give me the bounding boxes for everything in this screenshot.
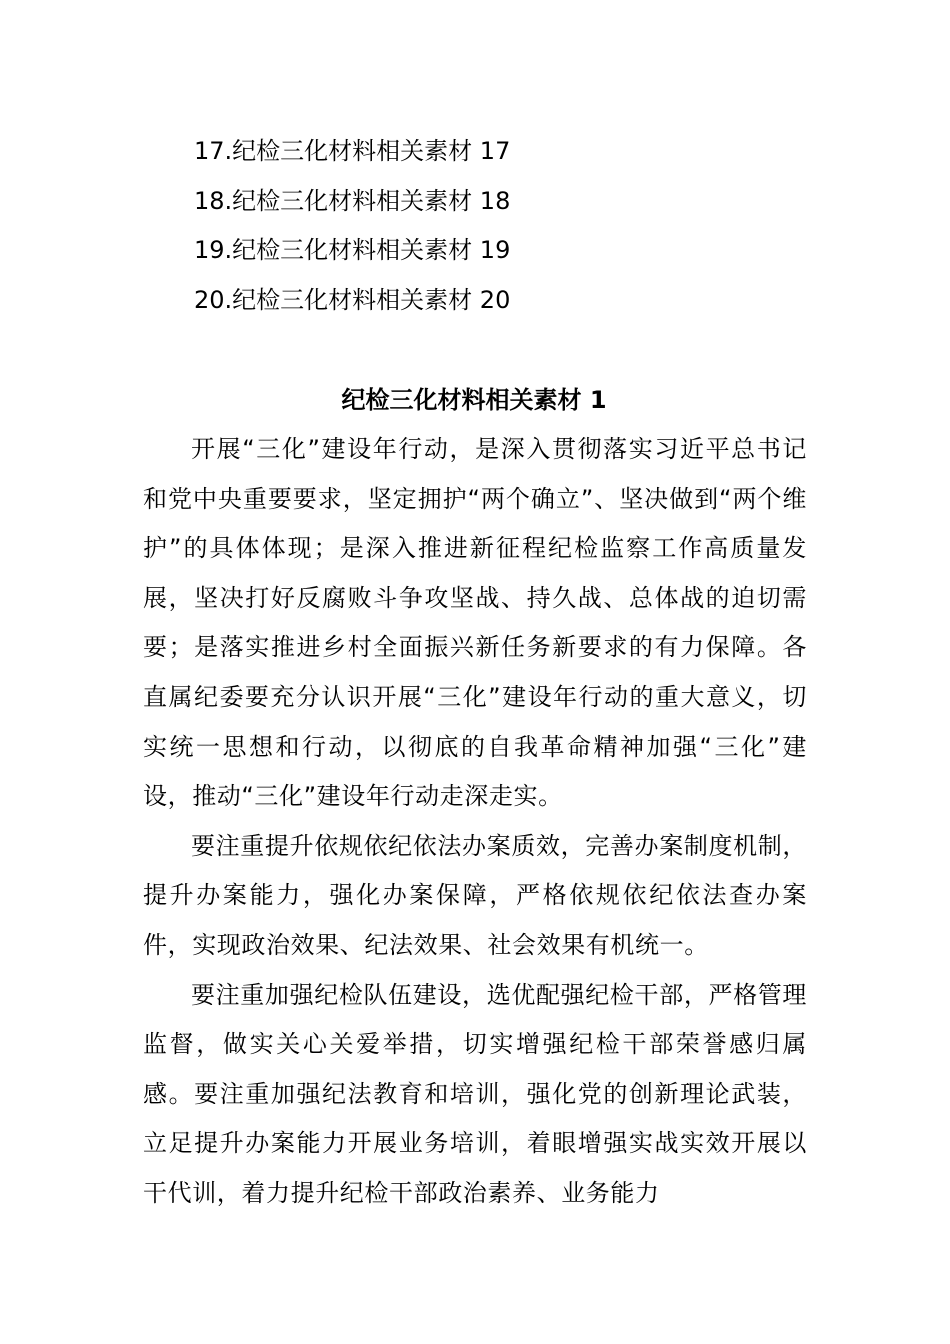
toc-item-20: 20.纪检三化材料相关素材 20 <box>194 285 511 314</box>
table-of-contents <box>194 127 794 325</box>
paragraph-3: 要注重加强纪检队伍建设，选优配强纪检干部，严格管理监督，做实关心关爱举措，切实增强纪检干部荣誉感归属感。要注重加强纪法教育和培训，强化党的创新理论武装，立足提升办案能力开展业务培训，着眼增强实战实效开展以干代训，着力提升纪检干部政治素养、业务能力 <box>143 980 807 1207</box>
toc-item-18: 18.纪检三化材料相关素材 18 <box>194 186 511 215</box>
paragraph-2: 要注重提升依规依纪依法办案质效，完善办案制度机制，提升办案能力，强化办案保障，严格依规依纪依法查办案件，实现政治效果、纪法效果、社会效果有机统一。 <box>143 831 807 959</box>
toc-item-17: 17.纪检三化材料相关素材 17 <box>194 137 511 165</box>
paragraph-1: 开展“三化”建设年行动，是深入贯彻落实习近平总书记和党中央重要要求，坚定拥护“两个确立”、坚决做到“两个维护”的具体体现；是深入推进新征程纪检监察工作高质量发展，坚决打好反腐败斗争攻坚战、持久战、总体战的迫切需要；是落实推进乡村全面振兴新任务新要求的有力保障。各直属纪委要充分认识开展“三化”建设年行动的重大意义，切实统一思想和行动，以彻底的自我革命精神加强“三化”建设，推动“三化”建设年行动走深走实。 <box>143 435 807 811</box>
toc-item-19: 19.纪检三化材料相关素材 19 <box>194 236 511 265</box>
section-body <box>143 425 807 1219</box>
section-title: 纪检三化材料相关素材 1 <box>341 386 607 414</box>
